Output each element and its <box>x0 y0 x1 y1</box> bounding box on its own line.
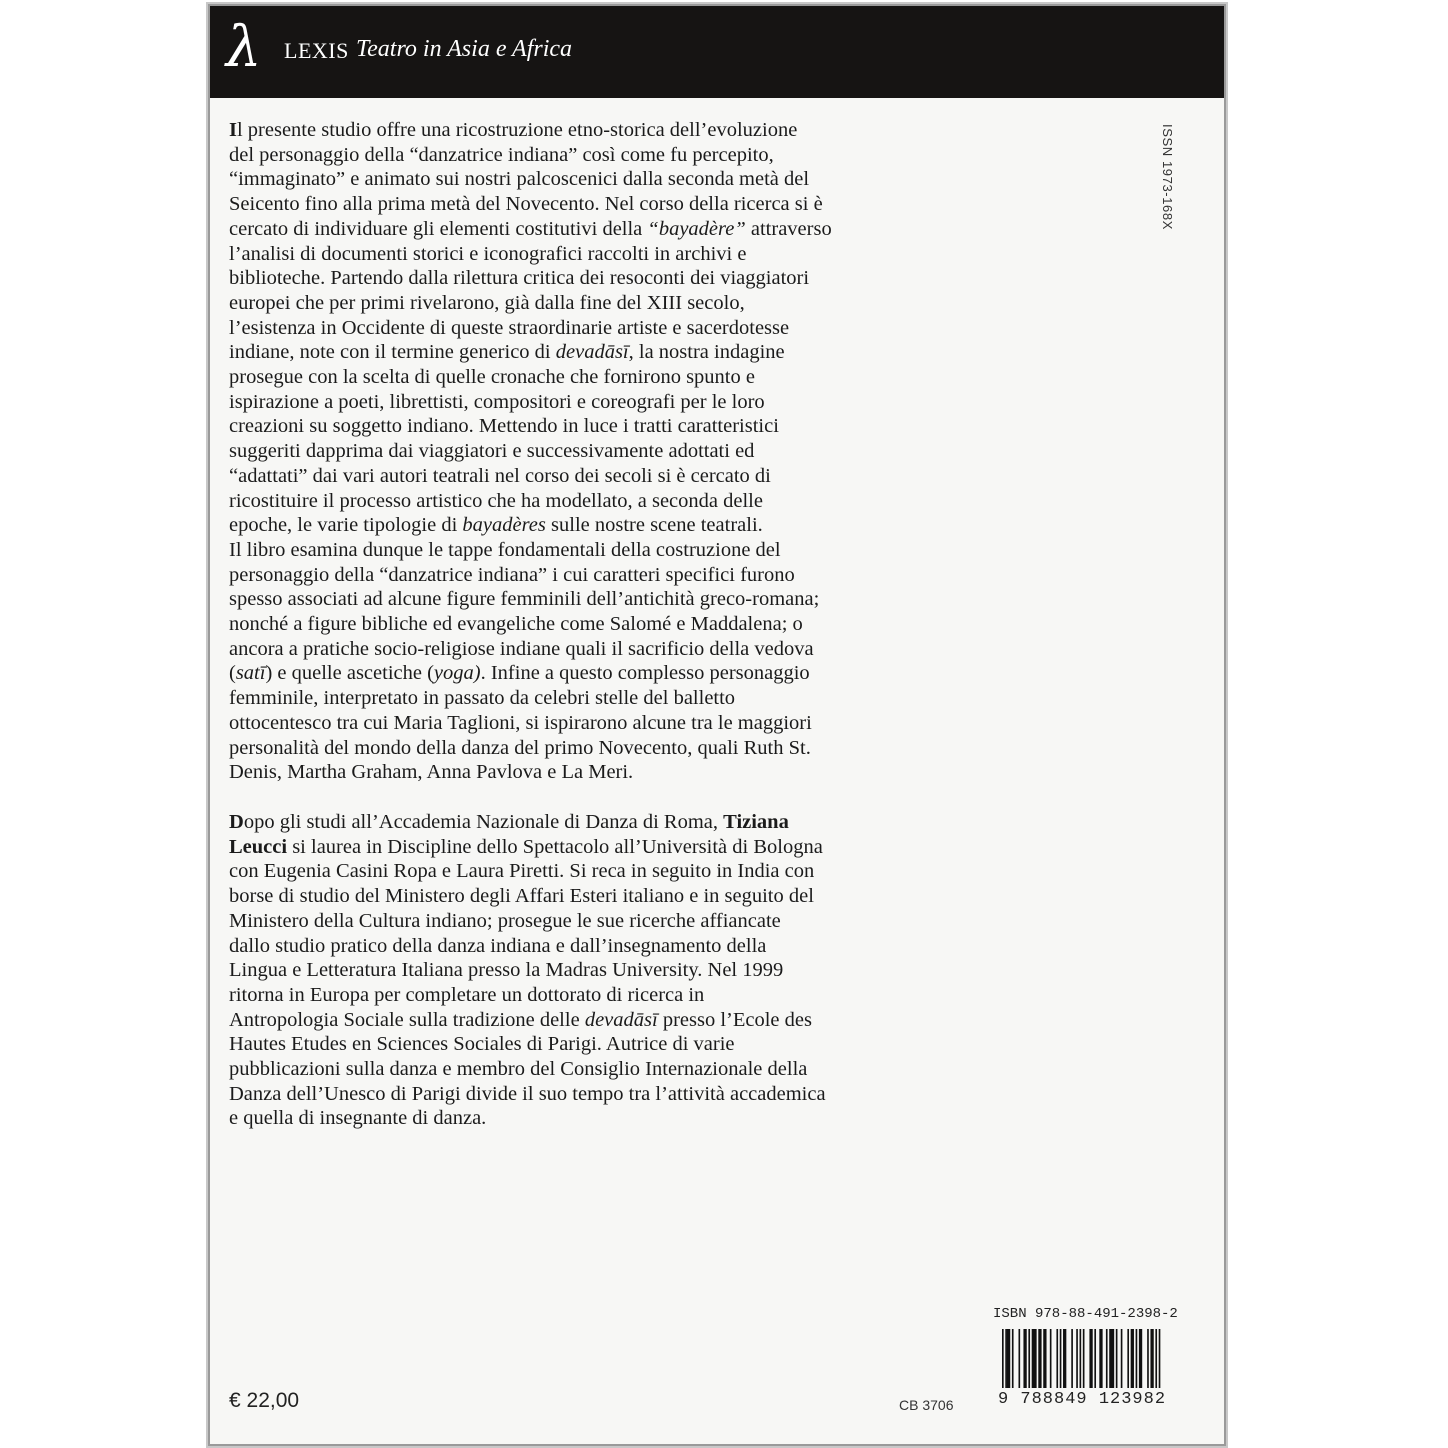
text-segment: ispirazione a poeti, librettisti, compositori e coreografi per le loro <box>229 390 765 413</box>
barcode-bar <box>1002 1329 1004 1388</box>
text-segment: prosegue con la scelta di quelle cronache che fornirono spunto e <box>229 366 755 389</box>
barcode-bar <box>1028 1329 1030 1388</box>
text-segment: dallo studio pratico della danza indiana e dall’insegnamento della <box>229 934 767 957</box>
text-segment: Seicento fino alla prima metà del Novecento. Nel corso della ricerca si è <box>229 193 823 216</box>
text-segment: I <box>229 119 237 141</box>
barcode-bar <box>1131 1329 1134 1388</box>
text-line <box>229 884 911 909</box>
text-line <box>229 760 911 785</box>
barcode-bar <box>1109 1329 1114 1388</box>
text-segment: epoche, le varie tipologie di <box>229 514 463 537</box>
text-line <box>229 167 911 192</box>
isbn-label: ISBN 978-88-491-2398-2 <box>993 1306 1178 1322</box>
text-line <box>229 513 911 538</box>
text-segment: “immaginato” e animato sui nostri palcoscenici dalla seconda metà del <box>229 168 810 191</box>
text-line <box>229 291 911 316</box>
text-segment: attraverso <box>745 217 832 240</box>
text-line <box>229 810 911 835</box>
text-line <box>229 835 911 860</box>
text-segment: l’analisi di documenti storici e iconografici raccolti in archivi e <box>229 242 747 265</box>
text-line <box>229 958 911 983</box>
text-segment: Danza dell’Unesco di Parigi divide il suo tempo tra l’attività accademica <box>229 1082 826 1105</box>
text-segment: europei che per primi rivelarono, già dalla fine del XIII secolo, <box>229 291 745 314</box>
text-line <box>229 143 911 168</box>
text-segment: si laurea in Discipline dello Spettacolo all’Università di Bologna <box>287 835 823 858</box>
barcode-bar <box>1080 1329 1082 1388</box>
lambda-logo-icon: λ <box>226 15 262 80</box>
barcode-bar <box>1089 1329 1092 1388</box>
text-line <box>229 489 911 514</box>
text-line <box>229 340 911 365</box>
barcode-bar <box>1038 1329 1041 1388</box>
barcode-bar <box>1032 1329 1037 1388</box>
text-line <box>229 414 911 439</box>
text-line <box>229 637 911 662</box>
text-segment: yoga) <box>433 662 481 685</box>
text-line <box>229 686 911 711</box>
text-segment: con Eugenia Casini Ropa e Laura Piretti. Si reca in seguito in India con <box>229 860 815 883</box>
text-segment: “adattati” dai vari autori teatrali nel corso dei secoli si è cercato di <box>229 464 771 487</box>
text-segment: Denis, Martha Graham, Anna Pavlova e La Meri. <box>229 761 634 784</box>
text-line <box>229 587 911 612</box>
text-segment: ( <box>229 662 236 685</box>
text-line <box>229 612 911 637</box>
text-segment: spesso associati ad alcune figure femminili dell’antichità greco-romana; <box>229 588 820 611</box>
text-segment: ricostituire il processo artistico che ha modellato, a seconda delle <box>229 489 763 512</box>
text-line <box>229 538 911 563</box>
text-segment: . Infine a questo complesso personaggio <box>480 662 810 685</box>
issn-number: ISSN 1973-168X <box>1160 124 1175 230</box>
text-line <box>229 711 911 736</box>
text-segment: Lingua e Letteratura Italiana presso la Madras University. Nel 1999 <box>229 959 784 982</box>
barcode-bar <box>1071 1329 1073 1388</box>
text-segment: creazioni su soggetto indiano. Mettendo in luce i tratti caratteristici <box>229 415 779 438</box>
series-subtitle: Teatro in Asia e Africa <box>356 36 573 62</box>
text-segment: satī <box>235 662 266 685</box>
barcode-bar <box>1063 1329 1066 1388</box>
text-line <box>229 464 911 489</box>
text-line <box>229 1106 911 1131</box>
text-segment: Il libro esamina dunque le tappe fondamentali della costruzione del <box>229 538 781 561</box>
text-line <box>229 934 911 959</box>
barcode-bar <box>1127 1329 1129 1388</box>
barcode-bar <box>1023 1329 1026 1388</box>
text-segment: e quella di insegnante di danza. <box>229 1107 487 1130</box>
text-segment: Antropologia Sociale sulla tradizione delle <box>229 1008 585 1031</box>
text-line <box>229 192 911 217</box>
barcode-bar <box>1116 1329 1118 1388</box>
text-segment: femminile, interpretato in passato da celebri stelle del balletto <box>229 687 736 710</box>
abstract-paragraph <box>229 118 911 785</box>
series-header-band <box>210 6 1224 98</box>
barcode-bar <box>1043 1329 1046 1388</box>
author-bio-paragraph <box>229 810 911 1131</box>
text-segment: Tiziana <box>723 811 789 833</box>
text-line <box>229 118 911 143</box>
series-name: LEXIS <box>284 38 349 63</box>
barcode-bar <box>1106 1329 1108 1388</box>
text-line <box>229 661 911 686</box>
barcode-bar <box>1147 1329 1149 1388</box>
text-segment: indiane, note con il termine generico di <box>229 341 556 364</box>
text-line <box>229 736 911 761</box>
text-segment: del personaggio della “danzatrice indiana” così come fu percepito, <box>229 143 774 166</box>
text-line <box>229 242 911 267</box>
text-segment: nonché a figure bibliche ed evangeliche come Salomé e Maddalena; o <box>229 613 803 636</box>
barcode-bar <box>1136 1329 1138 1388</box>
text-segment: ottocentesco tra cui Maria Taglioni, si ispirarono alcune tra le maggiori <box>229 711 812 734</box>
text-segment: pubblicazioni sulla danza e membro del Consiglio Internazionale della <box>229 1058 808 1081</box>
barcode-icon <box>1002 1329 1162 1388</box>
text-segment: presso l’Ecole des <box>657 1008 812 1031</box>
text-segment: devadāsī <box>584 1008 658 1031</box>
text-segment: borse di studio del Ministero degli Affari Esteri italiano e in seguito del <box>229 885 814 908</box>
text-segment: personalità del mondo della danza del primo Novecento, quali Ruth St. <box>229 736 811 759</box>
text-segment: ) e quelle ascetiche ( <box>265 662 434 685</box>
text-line <box>229 365 911 390</box>
text-segment: sulle nostre scene teatrali. <box>545 514 763 537</box>
barcode-bar <box>1083 1329 1085 1388</box>
barcode-bar <box>1056 1329 1058 1388</box>
barcode-bar <box>1076 1329 1078 1388</box>
barcode-bar <box>1155 1329 1157 1388</box>
text-line <box>229 1032 911 1057</box>
text-line <box>229 390 911 415</box>
barcode-bar <box>1159 1329 1161 1388</box>
text-line <box>229 983 911 1008</box>
text-line <box>229 909 911 934</box>
text-line <box>229 266 911 291</box>
text-line <box>229 1057 911 1082</box>
barcode-digits: 9 788849 123982 <box>998 1390 1167 1409</box>
text-line <box>229 859 911 884</box>
barcode-bar <box>1012 1329 1014 1388</box>
text-line <box>229 316 911 341</box>
book-back-cover <box>210 6 1224 1444</box>
text-segment: opo gli studi all’Accademia Nazionale di Danza di Roma, <box>243 811 724 833</box>
text-segment: ancora a pratiche socio-religiose indiane quali il sacrificio della vedova <box>229 637 814 660</box>
barcode-bar <box>1005 1329 1007 1388</box>
text-segment: ritorna in Europa per completare un dottorato di ricerca in <box>229 983 705 1006</box>
text-segment: “bayadère” <box>647 217 746 240</box>
barcode-bar <box>1050 1329 1052 1388</box>
text-segment: suggeriti dapprima dai viaggiatori e successivamente adottati ed <box>229 440 755 463</box>
text-segment: Ministero della Cultura indiano; prosegue le sue ricerche affiancate <box>229 909 781 932</box>
barcode-bar <box>1099 1329 1102 1388</box>
barcode-bar <box>1007 1329 1010 1388</box>
text-segment: biblioteche. Partendo dalla rilettura critica dei resoconti dei viaggiatori <box>229 267 810 290</box>
barcode-bar <box>1150 1329 1153 1388</box>
barcode-bar <box>1060 1329 1062 1388</box>
price-label: € 22,00 <box>229 1389 300 1412</box>
barcode-bar <box>1121 1329 1123 1388</box>
text-line <box>229 1082 911 1107</box>
text-line <box>229 217 911 242</box>
text-segment: devadāsī <box>555 341 629 364</box>
text-line <box>229 1008 911 1033</box>
text-segment: Leucci <box>229 835 288 858</box>
barcode-bar <box>1094 1329 1096 1388</box>
text-line <box>229 439 911 464</box>
text-segment: , la nostra indagine <box>628 341 785 364</box>
text-segment: personaggio della “danzatrice indiana” i cui caratteri specifici furono <box>229 563 795 586</box>
text-line <box>229 563 911 588</box>
text-segment: l presente studio offre una ricostruzione etno-storica dell’evoluzione <box>236 119 798 141</box>
text-segment: D <box>229 811 244 833</box>
barcode-bar <box>1018 1329 1020 1388</box>
text-segment: Hautes Etudes en Sciences Sociales di Parigi. Autrice di varie <box>229 1033 735 1056</box>
text-segment: l’esistenza in Occidente di queste straordinarie artiste e sacerdotesse <box>229 316 790 339</box>
text-segment: bayadères <box>462 514 546 537</box>
catalog-code: CB 3706 <box>899 1397 954 1413</box>
text-segment: cercato di individuare gli elementi costitutivi della <box>229 217 648 240</box>
barcode-bar <box>1139 1329 1142 1388</box>
